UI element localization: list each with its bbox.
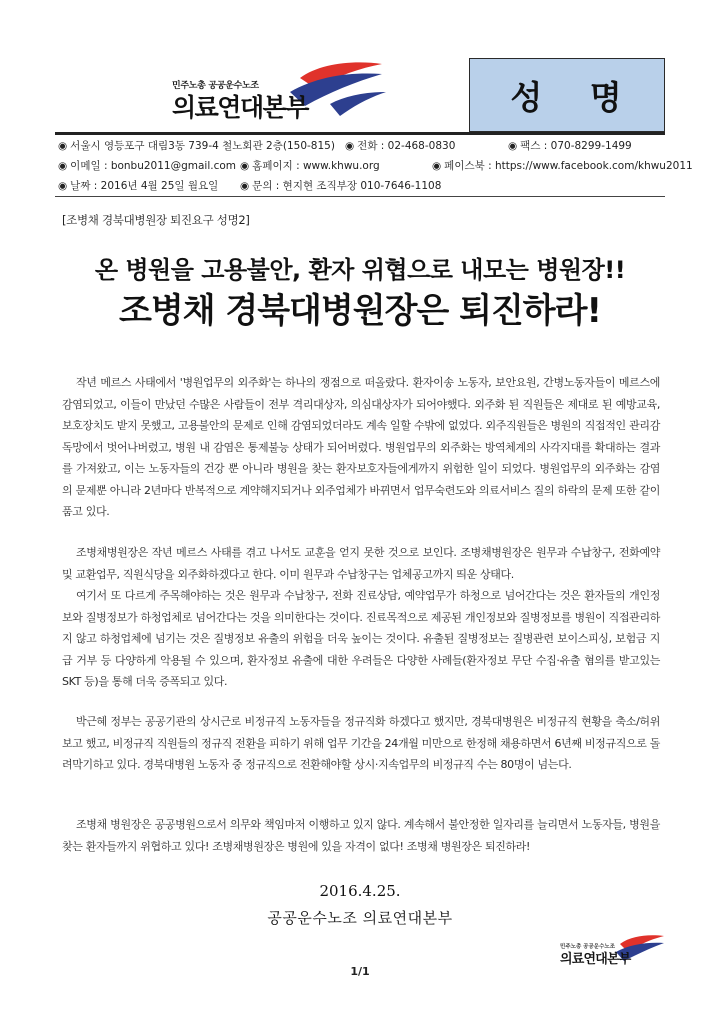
body-paragraph-4 — [62, 814, 660, 857]
body-paragraph-2 — [62, 542, 660, 693]
page-number: 1/1 — [350, 965, 370, 978]
org-logo — [150, 58, 390, 124]
info-contact — [240, 178, 441, 193]
paragraph-text: 박근혜 정부는 공공기관의 상시근로 비정규직 노동자들을 정규직화 하겠다고 했지만, 경북대병원은 비정규직 현황을 축소/허위보고 했고, 비정규직 직원들의 정규직 전환을 피하기 위해 업무 기간을 24개월 미만으로 한정해 채용하면서 6년째 비정규직으로 돌려막기하고 있다. 경북대병원 노동자 중 정규직으로 전환해야할 상시·지속업무의 비정규직 수는 80명이 넘는다. — [62, 715, 660, 771]
info-email — [58, 158, 236, 173]
info-date — [58, 178, 218, 193]
statement-date: 2016.4.25. — [319, 882, 401, 900]
email-text: 이메일 : bonbu2011@gmail.com — [70, 160, 237, 172]
body-paragraph-1 — [62, 372, 660, 523]
info-fax — [508, 138, 632, 153]
address-text: 서울시 영등포구 대림3동 739-4 철노회관 2층(150-815) — [70, 140, 335, 152]
bullet-icon: ◉ — [58, 180, 68, 192]
bullet-icon: ◉ — [240, 160, 250, 172]
bullet-icon: ◉ — [345, 140, 355, 152]
body-paragraph-3 — [62, 711, 660, 776]
headline-secondary: 조병채 경북대병원장은 퇴진하라! — [119, 291, 601, 331]
contact-text: 문의 : 현지현 조직부장 010-7646-1108 — [252, 180, 442, 192]
paragraph-text: 여기서 또 다르게 주목해야하는 것은 원무과 수납창구, 전화 진료상담, 예약업무가 하청으로 넘어간다는 것은 환자들의 개인정보와 질병정보가 하청업체로 넘어간다는 것을 의미한다는 것이다. 진료목적으로 제공된 개인정보와 질병정보를 병원이 직접관리하지 않고 하청업체에 넘기는 것은 질병정보 유출의 위험을 더욱 높이는 것이다. 유출된 질병정보는 질병관련 보이스피싱, 보험금 지급 거부 등 다양하게 악용될 수 있으며, 환자정보 유출에 대한 우려들은 다양한 사례들(환자정보 무단 수집·유출 혐의를 받고있는 SKT 등)을 통해 더욱 증폭되고 있다. — [62, 589, 660, 688]
bullet-icon: ◉ — [508, 140, 518, 152]
fax-text: 팩스 : 070-8299-1499 — [520, 140, 632, 152]
logo-union-label: 민주노총 공공운수노조 — [172, 81, 259, 91]
statement-subtitle: [조병채 경북대병원장 퇴진요구 성명2] — [62, 213, 250, 227]
statement-signature: 공공운수노조 의료연대본부 — [267, 909, 453, 927]
bullet-icon: ◉ — [58, 160, 68, 172]
logo-org-name: 의료연대본부 — [172, 93, 308, 122]
info-divider — [55, 196, 665, 197]
headline-primary: 온 병원을 고용불안, 환자 위협으로 내모는 병원장!! — [94, 256, 626, 284]
paragraph-text: 조병채 병원장은 공공병원으로서 의무와 책임마저 이행하고 있지 않다. 계속해서 불안정한 일자리를 늘리면서 노동자들, 병원을 찾는 환자들까지 위협하고 있다! 조병채병원장은 병원에 있을 자격이 없다! 조병채 병원장은 퇴진하라! — [62, 818, 660, 853]
footer-logo-org-name: 의료연대본부 — [560, 952, 631, 967]
bullet-icon: ◉ — [432, 160, 442, 172]
facebook-text: 페이스북 : https://www.facebook.com/khwu2011 — [444, 160, 693, 172]
header-divider — [55, 132, 665, 135]
bullet-icon: ◉ — [58, 140, 68, 152]
phone-text: 전화 : 02-468-0830 — [357, 140, 456, 152]
info-address — [58, 138, 335, 153]
bullet-icon: ◉ — [240, 180, 250, 192]
info-facebook — [432, 158, 693, 173]
date-text: 날짜 : 2016년 4월 25일 월요일 — [70, 180, 219, 192]
info-homepage — [240, 158, 380, 173]
footer-logo-union-label: 민주노총 공공운수노조 — [560, 944, 616, 950]
info-phone — [345, 138, 455, 153]
footer-logo — [548, 930, 668, 970]
paragraph-text: 작년 메르스 사태에서 '병원업무의 외주화'는 하나의 쟁점으로 떠올랐다. 환자이송 노동자, 보안요원, 간병노동자들이 메르스에 감염되었고, 이들이 만났던 수많은 사람들이 전부 격리대상자, 의심대상자가 되어야했다. 외주화 된 직원들은 제대로 된 예방교육, 보호장치도 받지 못했고, 고용불안의 문제로 인해 감염되었더라도 계속 일할 수밖에 없었다. 외주직원들은 병원의 직접적인 관리감독망에서 벗어나버렸고, 병원 내 감염은 통제불능 상태가 되어버렸다. 병원업무의 외주화는 방역체계의 사각지대를 확대하는 결과를 가져왔고, 이는 노동자들의 건강 뿐 아니라 병원을 찾는 환자보호자들에게까지 위험한 일이 되었다. 병원업무의 외주화는 감염의 문제뿐 아니라 2년마다 반복적으로 계약해지되거나 외주업체가 바뀌면서 업무숙련도와 의료서비스 질의 하락의 문제 또한 같이 품고 있다. — [62, 376, 660, 518]
document-type-box — [469, 58, 665, 132]
document-type-title: 성 명 — [510, 77, 640, 117]
paragraph-text: 조병채병원장은 작년 메르스 사태를 겪고 나서도 교훈을 얻지 못한 것으로 보인다. 조병채병원장은 원무과 수납창구, 전화예약 및 교환업무, 직원식당을 외주화하겠다고 한다. 이미 원무과 수납창구는 업체공고까지 띄운 상태다. — [62, 546, 660, 581]
homepage-text: 홈페이지 : www.khwu.org — [252, 160, 380, 172]
